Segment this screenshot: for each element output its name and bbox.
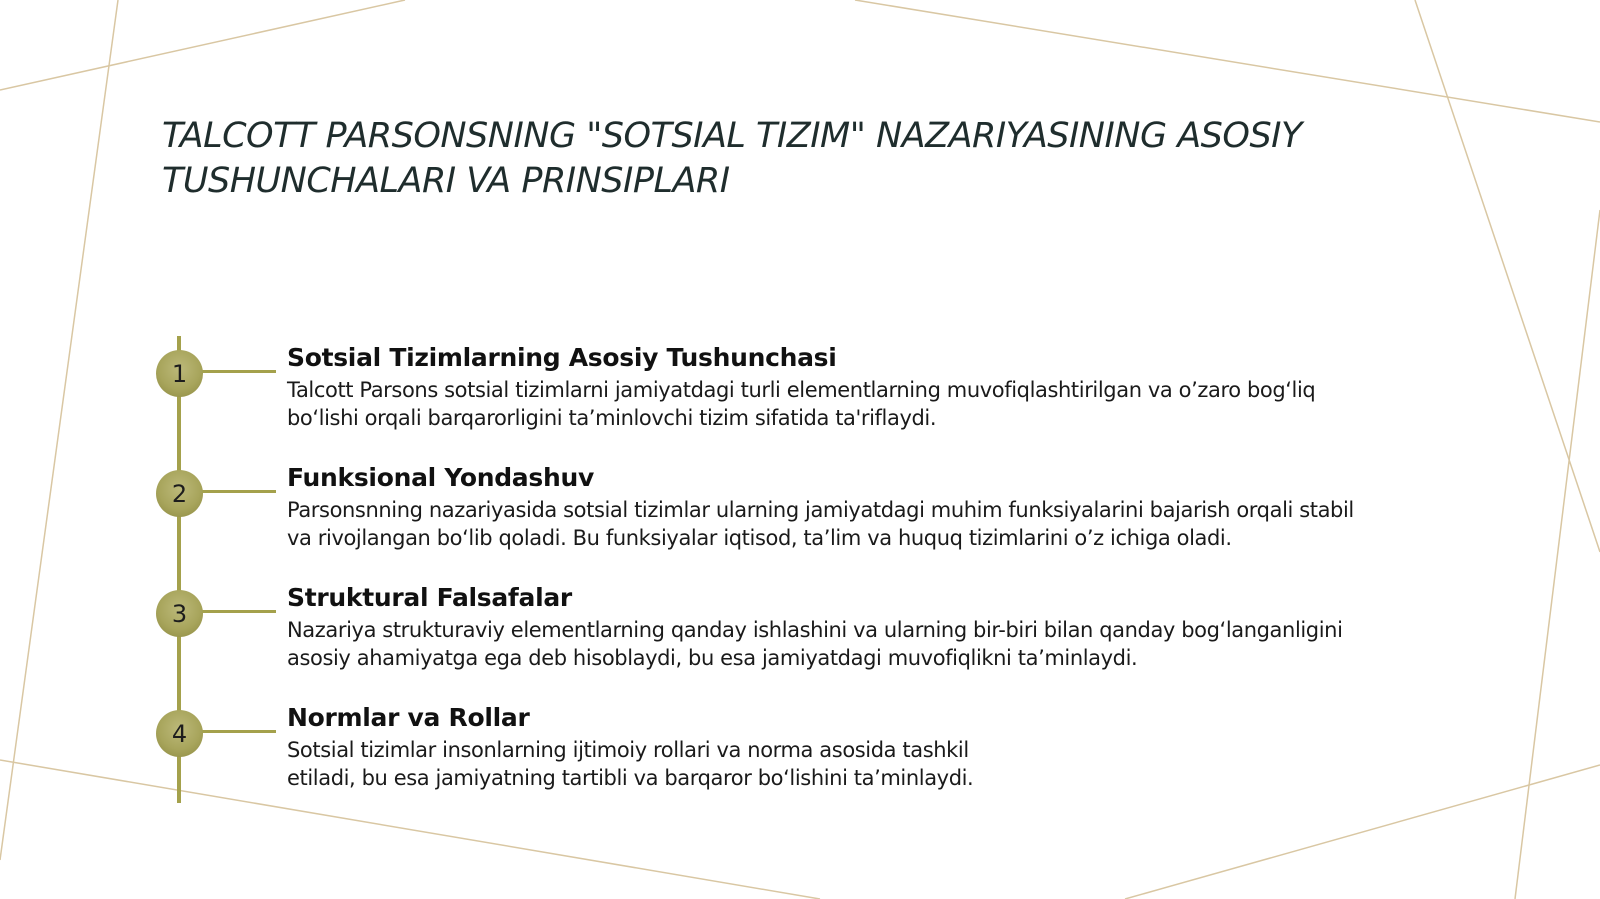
step-number-marker: 1 (156, 350, 203, 397)
step-body-line: va rivojlangan bo‘lib qoladi. Bu funksiyalar iqtisod, ta’lim va huquq tizimlarini o’z ichiga oladi. (287, 526, 1232, 550)
step-connector (198, 370, 276, 373)
timeline-step (287, 463, 1467, 552)
step-heading: Funksional Yondashuv (287, 463, 594, 492)
step-body (287, 616, 1467, 672)
step-heading: Normlar va Rollar (287, 703, 530, 732)
step-number-marker: 4 (156, 710, 203, 757)
step-body-line: Sotsial tizimlar insonlarning ijtimoiy rollari va norma asosida tashkil (287, 738, 969, 762)
step-number-marker: 2 (156, 470, 203, 517)
step-number-marker: 3 (156, 590, 203, 637)
step-connector (198, 730, 276, 733)
step-body (287, 496, 1467, 552)
step-connector (198, 490, 276, 493)
step-heading: Sotsial Tizimlarning Asosiy Tushunchasi (287, 343, 837, 372)
step-body (287, 376, 1467, 432)
timeline-step (287, 703, 1467, 792)
step-body (287, 736, 1467, 792)
timeline-step (287, 583, 1467, 672)
step-connector (198, 610, 276, 613)
step-body-line: asosiy ahamiyatga ega deb hisoblaydi, bu esa jamiyatdagi muvofiqlikni ta’minlaydi. (287, 646, 1138, 670)
step-body-line: Nazariya strukturaviy elementlarning qanday ishlashini va ularning bir-biri bilan qanday bog‘langanligini (287, 618, 1343, 642)
step-heading: Struktural Falsafalar (287, 583, 572, 612)
step-body-line: bo‘lishi orqali barqarorligini ta’minlovchi tizim sifatida ta'riflaydi. (287, 406, 937, 430)
slide-title-line: TUSHUNCHALARI VA PRINSIPLARI (162, 161, 730, 201)
step-body-line: etiladi, bu esa jamiyatning tartibli va barqaror bo‘lishini ta’minlaydi. (287, 766, 974, 790)
timeline-step (287, 343, 1467, 432)
step-body-line: Talcott Parsons sotsial tizimlarni jamiyatdagi turli elementlarning muvofiqlashtirilgan va o’zaro bog‘liq (287, 378, 1316, 402)
slide-title-line: TALCOTT PARSONSNING "SOTSIAL TIZIM" NAZARIYASINING ASOSIY (162, 116, 1302, 156)
step-body-line: Parsonsnning nazariyasida sotsial tizimlar ularning jamiyatdagi muhim funksiyalarini bajarish orqali stabil (287, 498, 1354, 522)
